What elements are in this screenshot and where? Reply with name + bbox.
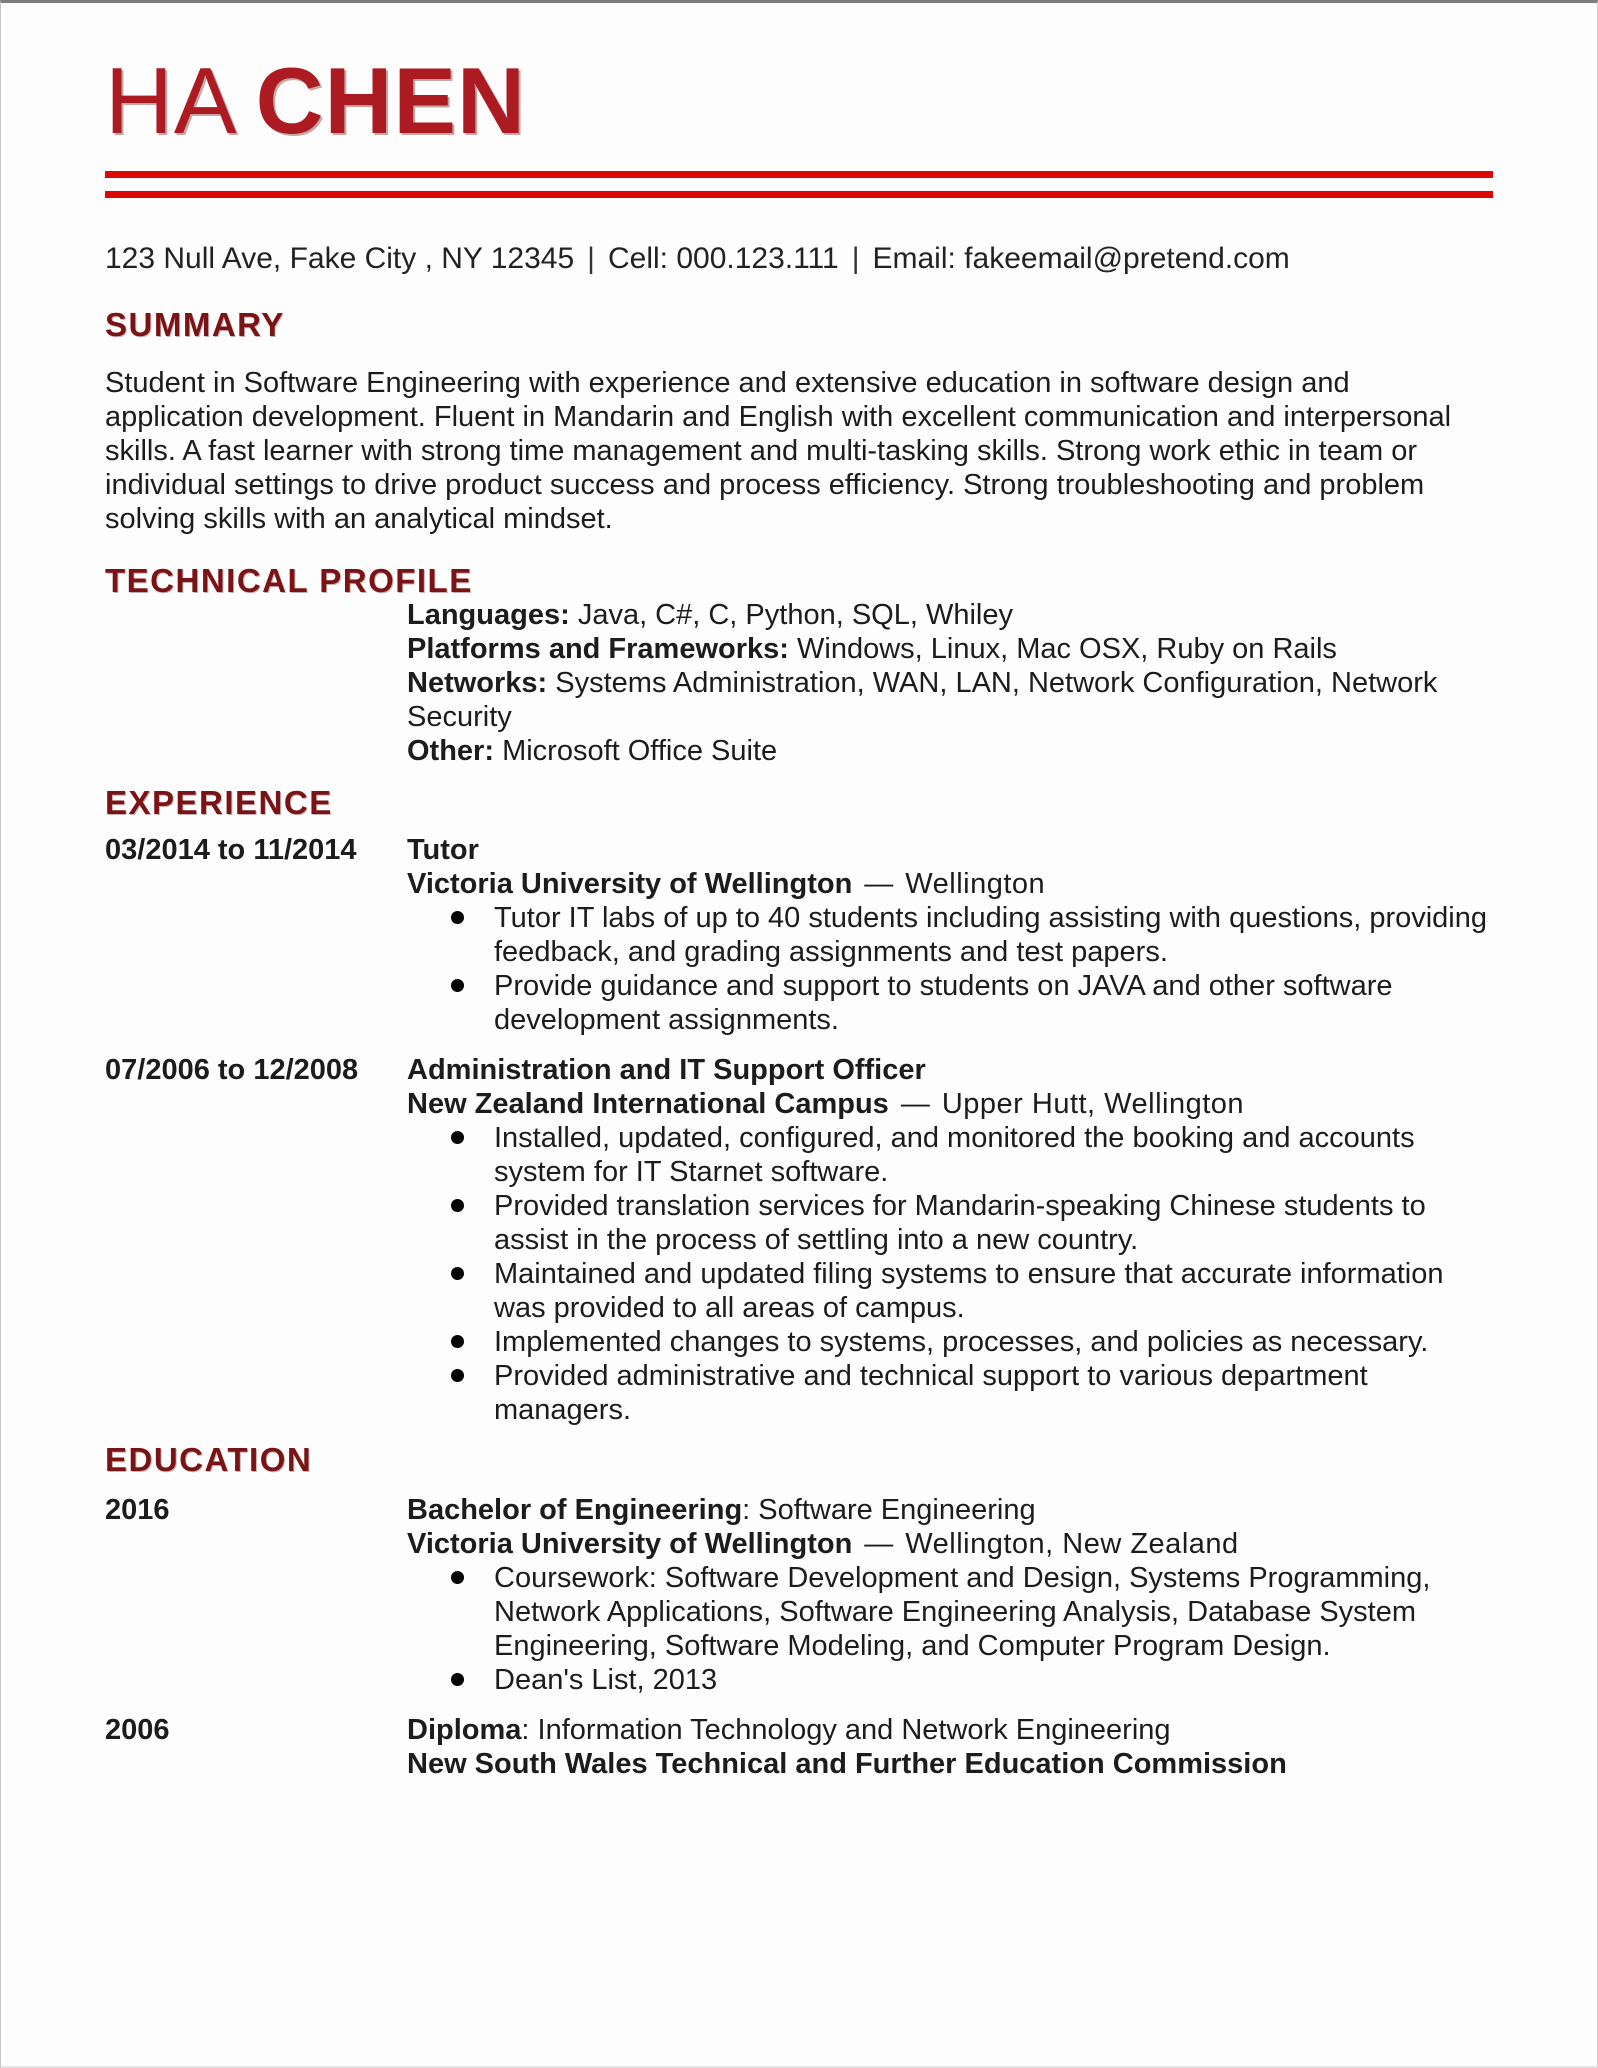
- job-bullet: [407, 969, 1493, 1037]
- education-year: 2006: [105, 1714, 170, 1746]
- education-bullet: [407, 1663, 1493, 1697]
- name-heading: [105, 3, 1493, 153]
- education-entry: [105, 1713, 1493, 1781]
- degree-field: : Information Technology and Network Engineering: [521, 1714, 1171, 1746]
- bullet-icon: [451, 1571, 464, 1584]
- company-location-dash: —: [864, 868, 894, 900]
- tech-label: Networks:: [407, 667, 556, 699]
- bullet-text: Maintained and updated filing systems to ensure that accurate information was provided to all areas of campus.: [494, 1258, 1444, 1324]
- bullet-text: Installed, updated, configured, and monitored the booking and accounts system for IT Starnet software.: [494, 1122, 1415, 1188]
- degree-line: [407, 1713, 1493, 1747]
- job-company-line: [407, 867, 1493, 901]
- tech-row-languages: [407, 598, 1493, 632]
- experience-entry: [105, 833, 1493, 1037]
- degree-name: Diploma: [407, 1714, 522, 1746]
- contact-email: Email: fakeemail@pretend.com: [872, 242, 1290, 275]
- job-dates: 07/2006 to 12/2008: [105, 1054, 359, 1086]
- bullet-icon: [451, 1199, 464, 1212]
- tech-value: Java, C#, C, Python, SQL, Whiley: [577, 599, 1013, 631]
- job-details: [407, 833, 1493, 1037]
- summary-section-title: SUMMARY: [105, 306, 285, 343]
- bullet-text: Coursework: Software Development and Design, Systems Programming, Network Applications, Software Engineering Analysis, Database System Engineering, Software Modeling, and Computer Program Design.: [494, 1562, 1431, 1662]
- school-line: New South Wales Technical and Further Education Commission: [407, 1748, 1287, 1780]
- school-location: Wellington, New Zealand: [905, 1528, 1239, 1560]
- degree-field: : Software Engineering: [742, 1494, 1036, 1526]
- education-details: [407, 1493, 1493, 1697]
- last-name: CHEN: [255, 48, 526, 153]
- company-location: Wellington: [905, 868, 1046, 900]
- bullet-icon: [451, 1673, 464, 1686]
- school-location-dash: —: [864, 1528, 894, 1560]
- job-bullet: [407, 1121, 1493, 1189]
- job-bullet: [407, 1325, 1493, 1359]
- bullet-icon: [451, 1131, 464, 1144]
- header-divider-top: [105, 171, 1493, 178]
- tech-label: Languages:: [407, 599, 578, 631]
- bullet-icon: [451, 1267, 464, 1280]
- tech-row-other: [407, 734, 1493, 768]
- bullet-text: Provided translation services for Mandarin-speaking Chinese students to assist in the process of settling into a new country.: [494, 1190, 1426, 1256]
- education-entry: [105, 1493, 1493, 1697]
- tech-value: Systems Administration, WAN, LAN, Network Configuration, Network Security: [407, 667, 1446, 733]
- contact-address: 123 Null Ave, Fake City , NY 12345: [105, 242, 575, 275]
- tech-value: Microsoft Office Suite: [502, 735, 778, 767]
- contact-line: [105, 242, 1493, 276]
- bullet-icon: [451, 911, 464, 924]
- header-divider-bottom: [105, 191, 1493, 198]
- job-dates: 03/2014 to 11/2014: [105, 834, 357, 866]
- school-line: [407, 1527, 1493, 1561]
- contact-separator: |: [587, 242, 595, 275]
- experience-section-title: EXPERIENCE: [105, 784, 333, 821]
- bullet-text: Implemented changes to systems, processes, and policies as necessary.: [494, 1326, 1429, 1358]
- technical-profile-list: [407, 598, 1493, 768]
- job-bullet: [407, 1359, 1493, 1427]
- job-bullet: [407, 901, 1493, 969]
- company-location: Upper Hutt, Wellington: [941, 1088, 1245, 1120]
- job-company-line: [407, 1087, 1493, 1121]
- technical-profile-section-title: TECHNICAL PROFILE: [105, 562, 473, 599]
- contact-cell: Cell: 000.123.111: [607, 242, 839, 275]
- tech-row-platforms: [407, 632, 1493, 666]
- job-title: Administration and IT Support Officer: [407, 1054, 926, 1086]
- bullet-icon: [451, 1369, 464, 1382]
- tech-label: Platforms and Frameworks:: [407, 633, 797, 665]
- job-bullet: [407, 1257, 1493, 1325]
- job-bullet: [407, 1189, 1493, 1257]
- education-bullet: [407, 1561, 1493, 1663]
- education-year: 2016: [105, 1494, 170, 1526]
- experience-entry: [105, 1053, 1493, 1427]
- tech-label: Other:: [407, 735, 503, 767]
- degree-name: Bachelor of Engineering: [407, 1494, 743, 1526]
- company-location-dash: —: [900, 1088, 930, 1120]
- bullet-text: Dean's List, 2013: [494, 1664, 718, 1696]
- job-title: Tutor: [407, 834, 479, 866]
- education-details: [407, 1713, 1493, 1781]
- bullet-text: Provided administrative and technical support to various department managers.: [494, 1360, 1368, 1426]
- bullet-text: Tutor IT labs of up to 40 students including assisting with questions, providing feedback, and grading assignments and test papers.: [494, 902, 1488, 968]
- summary-paragraph: Student in Software Engineering with experience and extensive education in software design and application development. Fluent in Mandarin and English with excellent communication and interpersonal skills. A fast learner with strong time management and multi-tasking skills. Strong work ethic in team or individual settings to drive product success and process efficiency. Strong troubleshooting and problem solving skills with an analytical mindset.: [105, 367, 1452, 535]
- education-section-title: EDUCATION: [105, 1441, 313, 1478]
- tech-row-networks: [407, 666, 1493, 734]
- school-name: Victoria University of Wellington: [407, 1528, 853, 1560]
- tech-value: Windows, Linux, Mac OSX, Ruby on Rails: [797, 633, 1337, 665]
- job-details: [407, 1053, 1493, 1427]
- bullet-icon: [451, 1335, 464, 1348]
- bullet-text: Provide guidance and support to students on JAVA and other software development assignments.: [494, 970, 1393, 1036]
- degree-line: [407, 1493, 1493, 1527]
- company-name: New Zealand International Campus: [407, 1088, 889, 1120]
- bullet-icon: [451, 979, 464, 992]
- contact-separator: |: [851, 242, 860, 275]
- first-name: HA: [105, 48, 238, 153]
- company-name: Victoria University of Wellington: [407, 868, 853, 900]
